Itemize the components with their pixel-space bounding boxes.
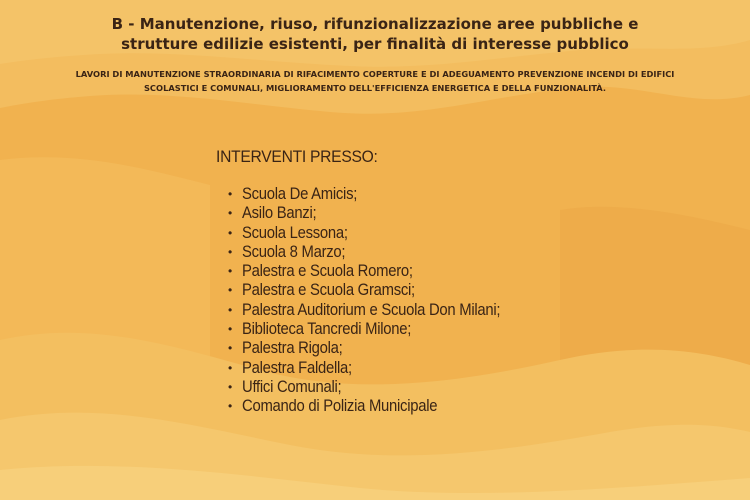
list-item-text: Scuola 8 Marzo; bbox=[242, 242, 346, 261]
list-item-text: Palestra Auditorium e Scuola Don Milani; bbox=[242, 300, 501, 319]
list-item bbox=[228, 359, 529, 378]
bullet-icon: • bbox=[228, 322, 232, 337]
title-line-2: strutture edilizie esistenti, per finalità di interesse pubblico bbox=[121, 35, 629, 53]
bullet-icon: • bbox=[228, 206, 232, 221]
list-item bbox=[228, 320, 529, 339]
page-title bbox=[0, 14, 750, 54]
list-item-text: Asilo Banzi; bbox=[242, 204, 317, 223]
list-item-text: Comando di Polizia Municipale bbox=[242, 397, 438, 416]
bullet-icon: • bbox=[228, 399, 232, 414]
list-item-text: Palestra Faldella; bbox=[242, 358, 352, 377]
list-item-text: Biblioteca Tancredi Milone; bbox=[242, 320, 412, 339]
section-heading: INTERVENTI PRESSO: bbox=[216, 147, 378, 166]
list-item-text: Uffici Comunali; bbox=[242, 377, 342, 396]
list-item bbox=[228, 204, 529, 223]
list-item bbox=[228, 397, 529, 416]
list-item bbox=[228, 378, 529, 397]
interventions-list bbox=[228, 185, 529, 417]
subtitle-line-1: LAVORI DI MANUTENZIONE STRAORDINARIA DI RIFACIMENTO COPERTURE E DI ADEGUAMENTO PREVENZIONE INCENDI DI EDIFICI bbox=[75, 69, 675, 79]
bullet-icon: • bbox=[228, 341, 232, 356]
bullet-icon: • bbox=[228, 360, 232, 375]
list-item-text: Palestra e Scuola Gramsci; bbox=[242, 281, 415, 300]
bullet-icon: • bbox=[228, 379, 232, 394]
title-line-1: B - Manutenzione, riuso, rifunzionalizzazione aree pubbliche e bbox=[111, 15, 639, 33]
page-subtitle bbox=[0, 67, 750, 95]
list-item-text: Palestra Rigola; bbox=[242, 339, 343, 358]
list-item-text: Scuola De Amicis; bbox=[242, 185, 358, 203]
subtitle-line-2: SCOLASTICI E COMUNALI, MIGLIORAMENTO DELL'EFFICIENZA ENERGETICA E DELLA FUNZIONALITÀ. bbox=[143, 83, 607, 93]
bullet-icon: • bbox=[228, 264, 232, 279]
bullet-icon: • bbox=[228, 225, 232, 240]
bullet-icon: • bbox=[228, 187, 232, 201]
bullet-icon: • bbox=[228, 302, 232, 317]
list-item bbox=[228, 262, 529, 281]
list-item-text: Palestra e Scuola Romero; bbox=[242, 262, 413, 281]
list-item bbox=[228, 339, 529, 358]
list-item bbox=[228, 185, 529, 204]
bullet-icon: • bbox=[228, 283, 232, 298]
list-item bbox=[228, 301, 529, 320]
list-item bbox=[228, 281, 529, 300]
list-item bbox=[228, 243, 529, 262]
list-item-text: Scuola Lessona; bbox=[242, 223, 348, 242]
bullet-icon: • bbox=[228, 244, 232, 259]
list-item bbox=[228, 224, 529, 243]
